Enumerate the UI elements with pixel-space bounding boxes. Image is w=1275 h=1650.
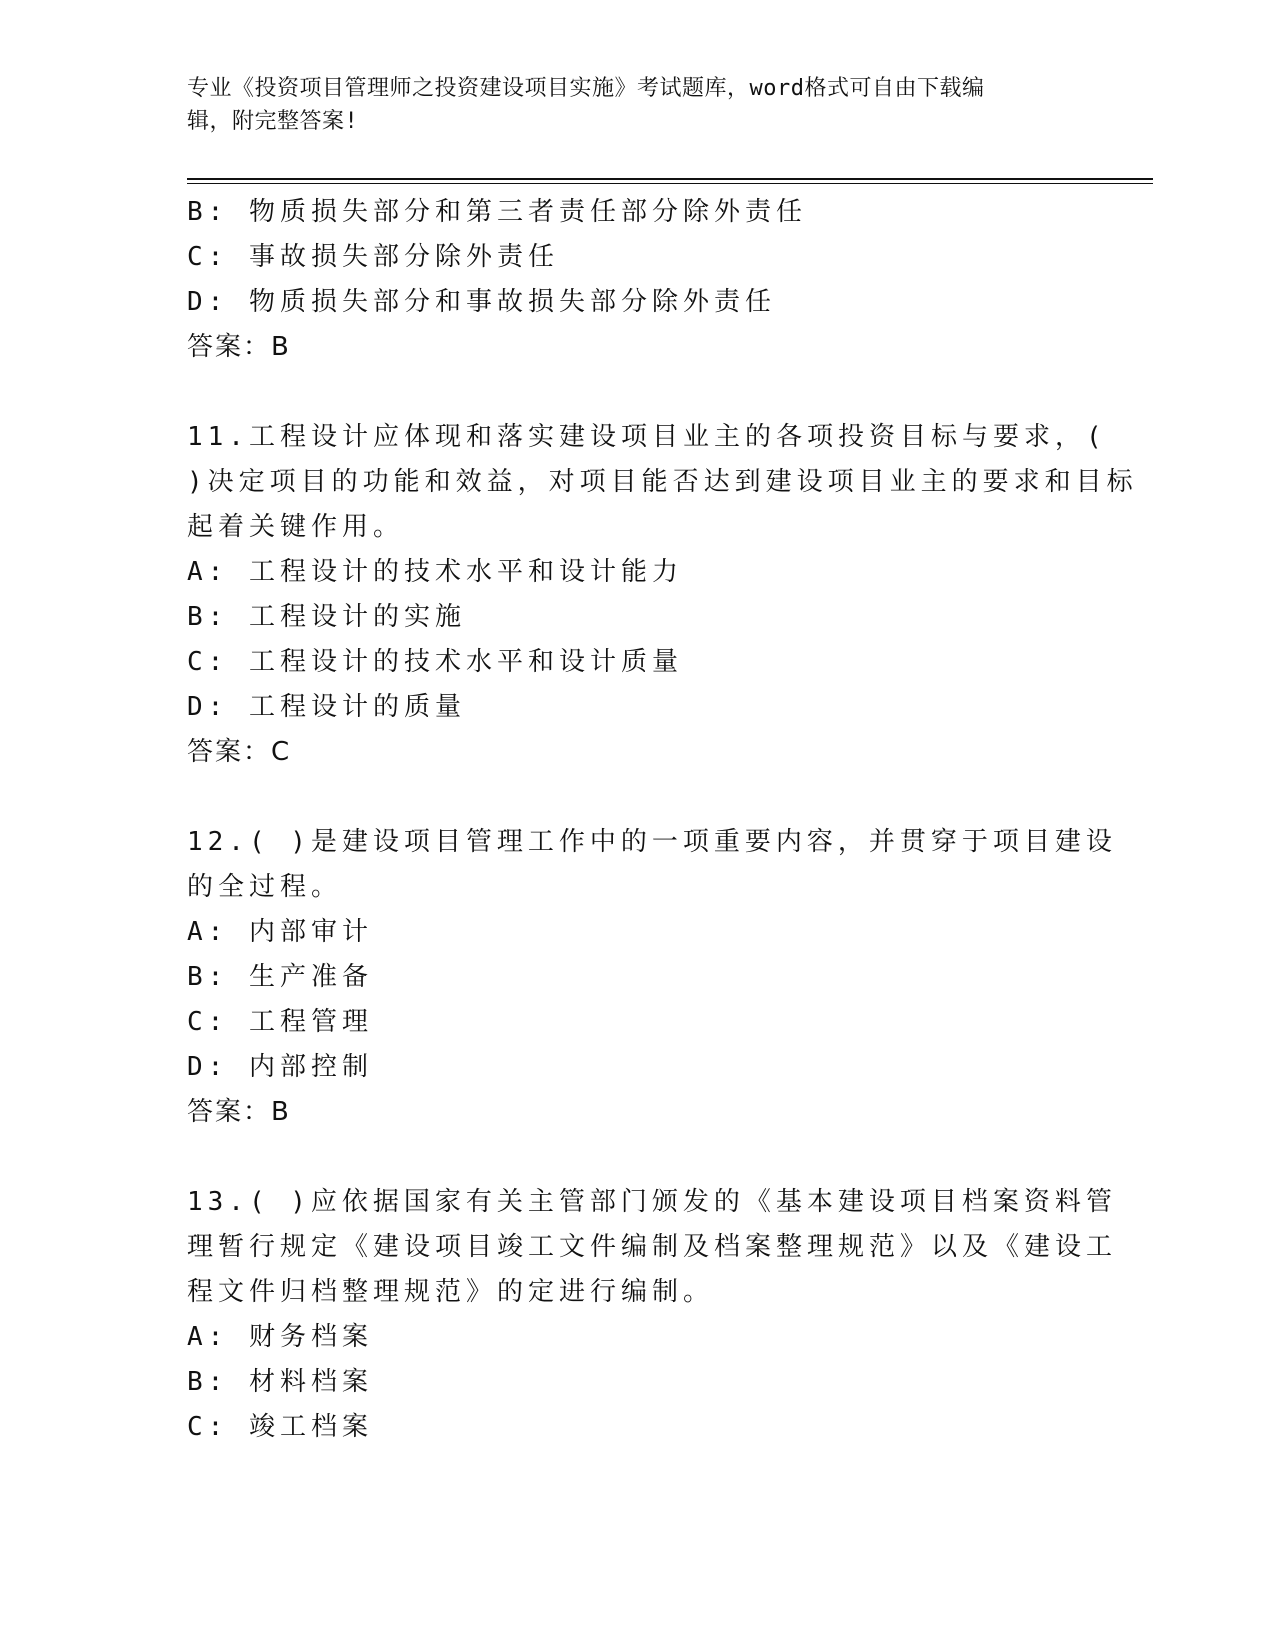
option-a: A: 工程设计的技术水平和设计能力	[187, 557, 683, 587]
option-d: D: 内部控制	[187, 1052, 373, 1082]
option-b: B: 生产准备	[187, 962, 373, 992]
spacer	[187, 775, 1087, 820]
option-b: B: 物质损失部分和第三者责任部分除外责任	[187, 197, 807, 227]
question-text-line: 13.( )应依据国家有关主管部门颁发的《基本建设项目档案资料管	[187, 1187, 1117, 1217]
option-a: A: 财务档案	[187, 1322, 373, 1352]
option-d: D: 工程设计的质量	[187, 692, 466, 722]
option-a: A: 内部审计	[187, 917, 373, 947]
question-text-line: 11.工程设计应体现和落实建设项目业主的各项投资目标与要求，(	[187, 422, 1107, 452]
spacer	[187, 370, 1087, 415]
option-d: D: 物质损失部分和事故损失部分除外责任	[187, 287, 776, 317]
question-block-12	[187, 820, 1117, 1135]
question-text-line: )决定项目的功能和效益，对项目能否达到建设项目业主的要求和目标	[187, 467, 1138, 497]
question-text-line: 的全过程。	[187, 872, 343, 902]
question-block-partial	[187, 190, 1087, 370]
option-c: C: 工程设计的技术水平和设计质量	[187, 647, 683, 677]
question-block-11	[187, 415, 1138, 775]
answer-label: 答案：B	[187, 332, 291, 362]
option-c: C: 竣工档案	[187, 1412, 373, 1442]
question-text-line: 理暂行规定《建设项目竣工文件编制及档案整理规范》以及《建设工	[187, 1232, 1118, 1262]
question-text	[187, 1180, 1118, 1315]
option-c: C: 事故损失部分除外责任	[187, 242, 559, 272]
header-divider-thin	[187, 183, 1153, 184]
answer-label: 答案：C	[187, 737, 292, 767]
answer-label: 答案：B	[187, 1097, 291, 1127]
question-text	[187, 820, 1117, 910]
question-block-13	[187, 1180, 1118, 1450]
option-b: B: 工程设计的实施	[187, 602, 466, 632]
question-text-line: 程文件归档整理规范》的定进行编制。	[187, 1277, 715, 1307]
document-header	[187, 72, 1067, 138]
question-list	[187, 190, 1138, 1450]
question-text-line: 12.( )是建设项目管理工作中的一项重要内容，并贯穿于项目建设	[187, 827, 1117, 857]
option-c: C: 工程管理	[187, 1007, 373, 1037]
question-text-line: 起着关键作用。	[187, 512, 405, 542]
header-title-line-1: 专业《投资项目管理师之投资建设项目实施》考试题库，word格式可自由下载编	[187, 76, 985, 101]
question-text	[187, 415, 1138, 550]
spacer	[187, 1135, 1087, 1180]
header-divider-thick	[187, 178, 1153, 180]
header-title-line-2: 辑，附完整答案!	[187, 109, 359, 134]
option-b: B: 材料档案	[187, 1367, 373, 1397]
